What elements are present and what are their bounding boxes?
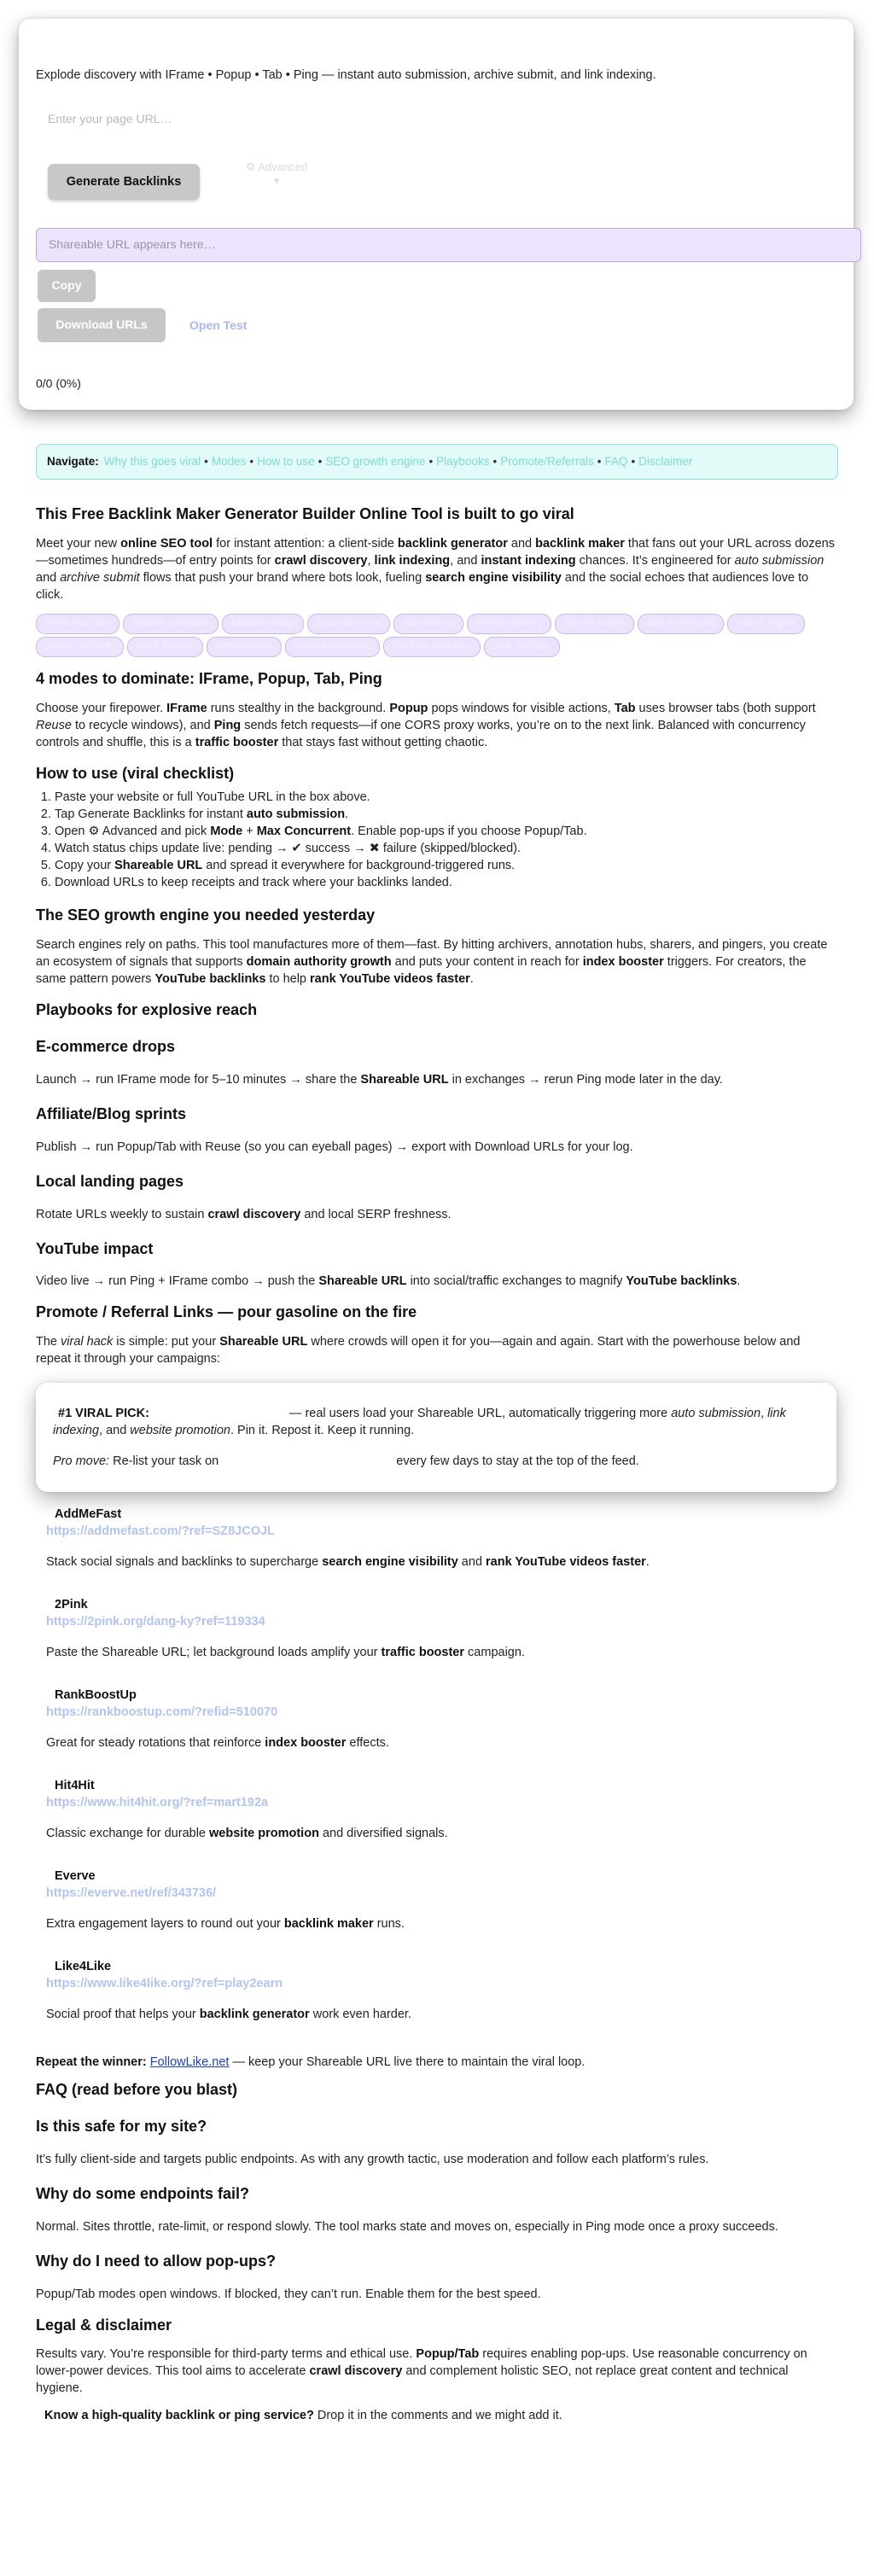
faq-answer: Popup/Tab modes open windows. If blocked, they can’t run. Enable them for the best speed.	[36, 2287, 541, 2301]
pro-move-text: Pro move: Re-list your task on every few days to stay at the top of the feed.	[53, 1454, 639, 1469]
nav-link-playbooks[interactable]: Playbooks	[436, 454, 490, 468]
legal-paragraph: Results vary. You’re responsible for third-party terms and ethical use. Popup/Tab requires enabling pop-ups. Use reasonable concurrency on lower-power devices. This tool aims to accelerate crawl discovery and complement holistic SEO, not replace great content and technical hygiene.	[36, 2347, 807, 2396]
list-item: 4. Watch status chips update live: pending → ✔ success → ✖ failure (skipped/blocked).	[55, 840, 838, 857]
nav-link-faq[interactable]: FAQ	[604, 454, 628, 468]
advanced-label: ⚙ Advanced	[245, 160, 308, 173]
faq-question: Why do some endpoints fail?	[36, 2184, 250, 2202]
viral-paragraph: Meet your new online SEO tool for instant attention: a client-side backlink generator and backlink maker that fans out your URL across dozens—sometimes hundreds—of entry points for crawl discovery, link indexing, and instant indexing chances. It’s engineered for auto submission and archive submit flows that push your brand where bots look, fueling search engine visibility and the social echoes that audiences love to click.	[36, 536, 835, 602]
navigate-bar: Navigate: Why this goes viral • Modes • How to use • SEO growth engine • Playbooks • Promote/Referrals • FAQ • Disclaimer	[36, 444, 838, 480]
playbook-ecommerce-text: Launch → run IFrame mode for 5–10 minutes → share the Shareable URL in exchanges → rerun Ping mode later in the day.	[36, 1072, 723, 1087]
faq-answer: It’s fully client-side and targets public endpoints. As with any growth tactic, use moderation and follow each platform’s rules.	[36, 2152, 709, 2166]
followlike-link[interactable]: FollowLike.net	[149, 2055, 230, 2070]
exchange-item	[46, 1596, 838, 1661]
exchange-name: Everve	[55, 1869, 96, 1884]
howto-steps	[36, 789, 838, 891]
exchange-description: Extra engagement layers to round out your backlink maker runs.	[46, 1917, 405, 1932]
playbook-title-youtube: YouTube impact	[36, 1239, 154, 1257]
playbook-affiliate-text: Publish → run Popup/Tab with Reuse (so you can eyeball pages) → export with Download URLs for your log.	[36, 1139, 633, 1154]
copy-button[interactable]: Copy	[38, 270, 96, 302]
exchange-name: RankBoostUp	[55, 1688, 137, 1703]
exchange-item	[46, 1868, 838, 1932]
repeat-winner-text: Repeat the winner: FollowLike.net — keep your Shareable URL live there to maintain the viral loop.	[36, 2055, 586, 2070]
generate-backlinks-button[interactable]: Generate Backlinks	[48, 164, 200, 200]
keyword-chip: search engine	[727, 614, 805, 634]
exchange-item	[46, 1687, 838, 1751]
keyword-chip: YouTube backlinks	[383, 637, 481, 657]
suggest-service-text: Know a high-quality backlink or ping service? Drop it in the comments and we might add it.	[44, 2409, 562, 2423]
keyword-chip: website promotion	[285, 637, 380, 657]
faq-answer: Normal. Sites throttle, rate-limit, or respond slowly. The tool marks state and moves on, especially in Ping mode once a proxy succeeds.	[36, 2219, 778, 2234]
section-title-faq: FAQ (read before you blast)	[36, 2081, 238, 2099]
playbook-title-ecommerce: E-commerce drops	[36, 1038, 176, 1056]
playbook-local-text: Rotate URLs weekly to sustain crawl discovery and local SERP freshness.	[36, 1207, 452, 1221]
section-title-viral: This Free Backlink Maker Generator Builder Online Tool is built to go viral	[36, 505, 574, 522]
viral-pick-text: #1 VIRAL PICK: — real users load your Shareable URL, automatically triggering more auto submission, link indexing, and website promotion. Pin it. Repost it. Keep it running.	[53, 1407, 786, 1438]
backlink-tool-card	[19, 19, 854, 410]
keyword-chip: crawl discovery	[307, 614, 390, 634]
keyword-chip: index booster	[207, 637, 282, 657]
keyword-chip: backlink generator	[123, 614, 218, 634]
playbook-title-affiliate: Affiliate/Blog sprints	[36, 1104, 187, 1122]
exchange-description: Social proof that helps your backlink generator work even harder.	[46, 2008, 411, 2022]
exchange-referral-link[interactable]: https://www.like4like.org/?ref=play2earn	[46, 1977, 283, 1991]
keyword-chip: traffic booster	[127, 637, 202, 657]
promote-paragraph: The viral hack is simple: put your Shareable URL where crowds will open it for you—again and again. Start with the powerhouse below and repeat it through your campaigns:	[36, 1335, 801, 1367]
nav-link-disclaimer[interactable]: Disclaimer	[638, 454, 693, 468]
advanced-toggle[interactable]	[225, 160, 328, 188]
keyword-chip: instant indexing	[467, 614, 551, 634]
nav-link-why-viral[interactable]: Why this goes viral	[103, 454, 201, 468]
exchange-description: Stack social signals and backlinks to supercharge search engine visibility and rank YouTube videos faster.	[46, 1555, 650, 1570]
nav-link-promote[interactable]: Promote/Referrals	[500, 454, 594, 468]
list-item: 1. Paste your website or full YouTube URL in the box above.	[55, 789, 838, 806]
nav-link-how-to-use[interactable]: How to use	[257, 454, 315, 468]
keyword-chips	[36, 614, 838, 658]
exchange-referral-link[interactable]: https://addmefast.com/?ref=SZ8JCOJL	[46, 1524, 275, 1539]
exchange-referral-link[interactable]: https://everve.net/ref/343736/	[46, 1886, 217, 1901]
exchange-item	[46, 1506, 838, 1571]
keyword-chip: rank YouTube	[484, 637, 560, 657]
shareable-url-placeholder: Shareable URL appears here…	[49, 237, 216, 252]
viral-pick-callout	[36, 1383, 836, 1492]
tool-intro-text: Explode discovery with IFrame • Popup • Tab • Ping — instant auto submission, archive submit, and link indexing.	[36, 68, 656, 82]
exchange-referral-link[interactable]: https://2pink.org/dang-ky?ref=119334	[46, 1615, 265, 1629]
exchange-name: Hit4Hit	[55, 1779, 95, 1793]
exchange-description: Great for steady rotations that reinforce index booster effects.	[46, 1736, 389, 1751]
section-title-promote: Promote / Referral Links — pour gasoline on the fire	[36, 1303, 417, 1321]
section-title-growth: The SEO growth engine you needed yesterday	[36, 906, 376, 924]
growth-paragraph: Search engines rely on paths. This tool manufactures more of them—fast. By hitting archivers, annotation hubs, sharers, and pingers, you create an ecosystem of signals that supports domain authority growth and puts your content in reach for index booster triggers. For creators, the same pattern powers YouTube backlinks to help rank YouTube videos faster.	[36, 938, 828, 987]
exchange-name: AddMeFast	[55, 1507, 122, 1522]
exchange-referral-link[interactable]: https://www.hit4hit.org/?ref=mart192a	[46, 1796, 269, 1810]
page-url-input[interactable]	[36, 107, 538, 131]
progress-counter: 0/0 (0%)	[36, 376, 81, 390]
exchange-item	[46, 1958, 838, 2023]
section-title-legal: Legal & disclaimer	[36, 2316, 172, 2334]
list-item: 3. Open ⚙ Advanced and pick Mode + Max Concurrent. Enable pop-ups if you choose Popup/Tab.	[55, 823, 838, 840]
exchange-name: 2Pink	[55, 1598, 88, 1612]
section-title-playbooks: Playbooks for explosive reach	[36, 1001, 258, 1019]
navigate-label: Navigate:	[47, 454, 99, 468]
playbook-title-local: Local landing pages	[36, 1172, 184, 1190]
exchange-description: Paste the Shareable URL; let background loads amplify your traffic booster campaign.	[46, 1646, 525, 1660]
list-item: 5. Copy your Shareable URL and spread it everywhere for background-triggered runs.	[55, 857, 838, 874]
section-title-modes: 4 modes to dominate: IFrame, Popup, Tab, Ping	[36, 669, 382, 687]
modes-paragraph: Choose your firepower. IFrame runs stealthy in the background. Popup pops windows for visible actions, Tab uses browser tabs (both support Reuse to recycle windows), and Ping sends fetch requests—if one CORS proxy works, you’re on to the next link. Balanced with concurrency controls and shuffle, this is a traffic booster that stays fast without getting chaotic.	[36, 701, 816, 749]
section-title-howto: How to use (viral checklist)	[36, 764, 235, 782]
playbook-youtube-text: Video live → run Ping + IFrame combo → push the Shareable URL into social/traffic exchanges to magnify YouTube backlinks.	[36, 1274, 741, 1289]
shareable-url-field[interactable]	[36, 228, 861, 262]
download-urls-button[interactable]: Download URLs	[38, 308, 166, 342]
chevron-down-icon: ▾	[273, 174, 280, 187]
exchange-referral-link[interactable]: https://rankboostup.com/?refid=510070	[46, 1705, 278, 1720]
keyword-chip: link indexing	[393, 614, 464, 634]
nav-link-seo-engine[interactable]: SEO growth engine	[325, 454, 426, 468]
keyword-chip: archive submit	[555, 614, 634, 634]
exchange-item	[46, 1777, 838, 1842]
list-item: 6. Download URLs to keep receipts and track where your backlinks landed.	[55, 874, 838, 891]
exchange-name: Like4Like	[55, 1960, 112, 1974]
keyword-chip: domain authority	[36, 637, 124, 657]
open-test-link[interactable]: Open Test	[189, 318, 248, 332]
keyword-chip: auto submission	[638, 614, 725, 634]
list-item: 2. Tap Generate Backlinks for instant auto submission.	[55, 806, 838, 823]
nav-link-modes[interactable]: Modes	[211, 454, 247, 468]
keyword-chip: online SEO tool	[36, 614, 119, 634]
faq-question: Why do I need to allow pop-ups?	[36, 2252, 276, 2270]
article-content	[36, 504, 838, 2424]
faq-question: Is this safe for my site?	[36, 2118, 207, 2136]
exchange-description: Classic exchange for durable website promotion and diversified signals.	[46, 1827, 448, 1841]
keyword-chip: backlink maker	[222, 614, 303, 634]
